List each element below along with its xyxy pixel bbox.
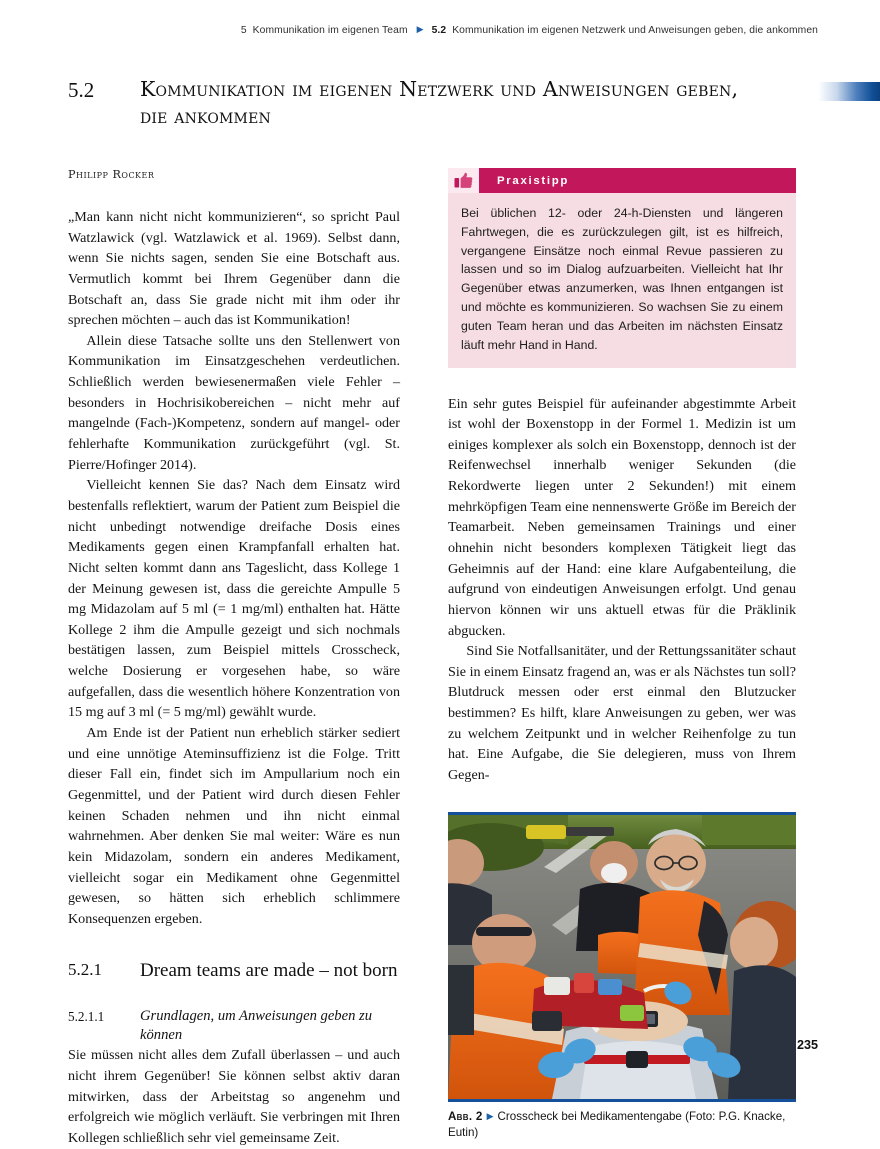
paragraph: Am Ende ist der Patient nun erheblich stärker sediert und eine unnötige Ateminsuffizienz ist die Folge. Tritt dieser Fall ein, findet sich im Ampullarium noch ein Gegenmittel, und der Patient wird durch diesen Fehler keinen Schaden nehmen und ihn nicht einmal wahrnehmen. Aber denken Sie mal weiter: Wäre es nun kein Midazolam, sondern ein anderes Medikament, vielleicht sogar ein Medikament ohne Gegenmittel gewesen, so hätten sich erheblich schlimmere Konsequenzen ergeben. — [68, 725, 400, 927]
subsubsection-number: 5.2.1.1 — [68, 1009, 105, 1025]
subsubsection-title: Grundlagen, um Anweisungen geben zu können — [140, 1008, 372, 1044]
page-title — [68, 76, 768, 130]
chapter-tab-marker — [818, 82, 880, 101]
section-title-text: Kommunikation im eigenen Netzwerk und Anweisungen geben, die ankommen — [140, 77, 739, 129]
praxistipp-body — [448, 193, 796, 368]
figure-caption-text: Crosscheck bei Medikamentengabe (Foto: P.G. Knacke, Eutin) — [448, 1109, 786, 1139]
thumbs-up-icon — [448, 168, 479, 193]
praxistipp-header — [448, 168, 796, 193]
running-head — [62, 24, 818, 36]
author-byline: Philipp Rocker — [68, 168, 155, 181]
subsection-title: Dream teams are made – not born — [140, 960, 398, 982]
paragraph: Ein sehr gutes Beispiel für aufeinander abgestimmte Arbeit ist wohl der Boxenstopp in der Formel 1. Medizin ist um einiges komplexer als solch ein Boxenstopp, dennoch ist der Reifenwechsel innerhalb weniger Sekunden (die Rekordwerte liegen unter 2 Sekunden!) mit einem mehrköpfigen Team eine nennenswerte Größe im Bereich der Teamarbeit. Neben gemeinsamen Trainings und einer ohnehin nicht besonders komplexen Tätigkeit liegt das Geheimnis auf der Hand: eine klare Aufgabenteilung, die aufgrund von eindeutigen Anweisungen erfolgt. Und genau hiervon können wir uns aktuell etwas für die Präklinik abgucken. — [448, 395, 796, 639]
paragraph: Allein diese Tatsache sollte uns den Stellenwert von Kommunikation im Einsatzgeschehen verdeutlichen. Schließlich werden bewiesenermaßen viele Fehler – besonders in Hochrisikobereichen – nicht mehr auf mangelnde (Fach-)Kompetenz, sondern auf mangel- oder fehlerhafte Kommunikation zurückgeführt (vgl. St. Pierre/Hofinger 2014). — [68, 332, 400, 473]
praxistipp-title: Praxistipp — [479, 168, 796, 193]
running-head-chapter-number: 5 — [240, 25, 247, 36]
paragraph: „Man kann nicht nicht kommunizieren“, so spricht Paul Watzlawick (vgl. Watzlawick et al. 1969). Selbst dann, wenn Sie nichts sagen, senden Sie eine Botschaft aus. Vermutlich kommt bei Ihrem Gegenüber dann die Botschaft an, dass Sie grade nicht mit ihm oder ihr sprechen möchten – auch das ist Kommunikation! — [68, 209, 400, 329]
page-number: 235 — [796, 1038, 818, 1052]
running-head-section-number: 5.2 — [431, 25, 447, 36]
figure-label: Abb. 2 — [448, 1109, 483, 1123]
praxistipp-box — [448, 168, 796, 368]
figure-caption — [448, 1109, 796, 1141]
paragraph: Sie müssen nicht alles dem Zufall überlassen – und auch nicht ihrem Gegenüber! Sie können selbst aktiv daran mitwirken, dass der Arbeitstag so angenehm und erfolgreich wie möglich verläuft. Sie verbringen mit Ihren Kollegen schließlich sehr viel gemeinsame Zeit. — [68, 1047, 400, 1146]
running-head-section-title: Kommunikation im eigenen Netzwerk und Anweisungen geben, die ankommen — [452, 25, 818, 36]
right-column — [448, 168, 796, 1141]
paragraph: Vielleicht kennen Sie das? Nach dem Einsatz wird bestenfalls reflektiert, warum der Patient zum Beispiel die nicht unbedingt notwendige dreifache Dosis eines Medikaments gegen einen Krampfanfall erhalten hat. Nicht selten kommt dann ans Tageslicht, dass Kollege 1 der Meinung gewesen ist, dass die gereichte Ampulle 5 mg Midazolam auf 5 ml (= 1 mg/ml) enthalten hat. Hätte Kollege 2 ihm die Ampulle gezeigt und sich nochmals bestätigen lassen, zum Beispiel mittels Crosscheck, welche Dosierung er vorgesehen habe, so wäre aufgefallen, dass die wesentlich höhere Konzentration von 15 mg auf 3 ml (= 5 mg/ml) gewählt wurde. — [68, 477, 400, 721]
paragraph: Sind Sie Notfallsanitäter, und der Rettungssanitäter schaut Sie in einem Einsatz fragend an, was er als Nächstes tun soll? Blutdruck messen oder erst einmal den Blutzucker bestimmen? Es hilft, klare Anweisungen zu geben, wer was zu welchem Zeitpunkt und in welcher Reihenfolge zu tun hat. Eine Aufgabe, die Sie delegieren, muss von Ihrem Gegen- — [448, 643, 796, 784]
left-column — [68, 168, 400, 1149]
triangle-right-icon: ▶ — [486, 1110, 494, 1121]
figure — [448, 812, 796, 1141]
subsection-number: 5.2.1 — [68, 960, 102, 980]
praxistipp-text: Bei üblichen 12- oder 24-h-Diensten und längeren Fahrtwegen, die es zurückzulegen gilt, ist es hilfreich, vergangene Einsätze noch einmal Revue passieren zu lassen und so im Dialog aufzuarbeiten. Vielleicht hat Ihr Gegenüber etwas anzumerken, was Ihnen entgangen ist und möchte es kommunizieren. So wachsen Sie zu einem guten Team heran und das Arbeiten im nächsten Einsatz läuft mehr Hand in Hand. — [461, 206, 783, 352]
section-number: 5.2 — [68, 78, 95, 102]
subsubsection-heading — [68, 1007, 400, 1045]
figure-image — [448, 812, 796, 1102]
subsection-heading — [68, 959, 400, 983]
triangle-right-icon: ▶ — [416, 24, 424, 34]
running-head-chapter-title: Kommunikation im eigenen Team — [252, 25, 408, 36]
